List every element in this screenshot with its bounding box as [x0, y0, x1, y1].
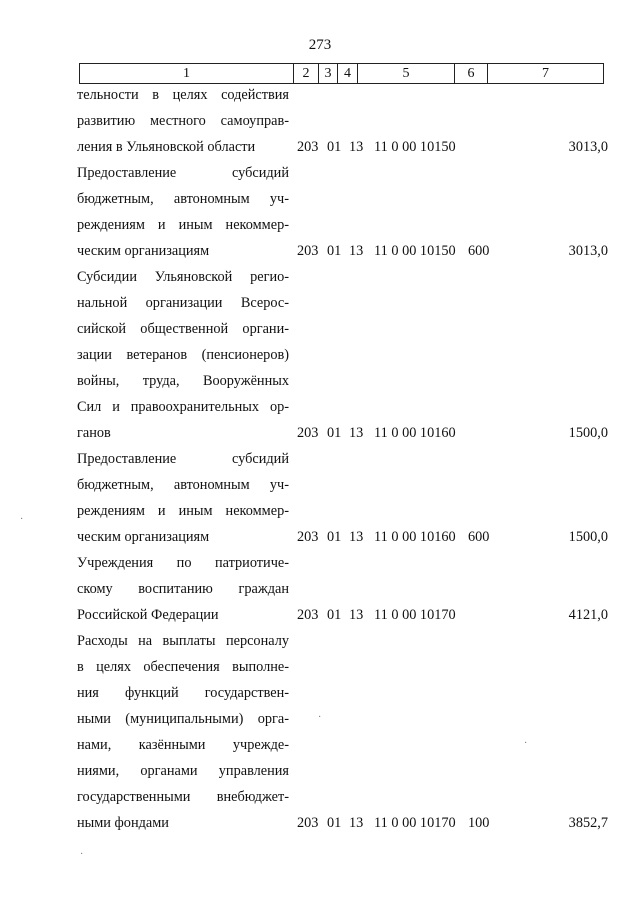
description-line: развитию местного самоуправ-	[77, 113, 289, 129]
rz-code: 01	[327, 425, 342, 441]
row-4-description	[77, 550, 289, 628]
description-line: Субсидии Ульяновской регио-	[77, 269, 289, 285]
gr-code: 203	[297, 529, 319, 545]
pr-code: 13	[349, 243, 364, 259]
gr-code: 203	[297, 607, 319, 623]
vr-code: 600	[468, 529, 490, 545]
scan-speck: ·	[524, 738, 528, 749]
description-line: Российской Федерации	[77, 607, 219, 623]
description-line: тельности в целях содействия	[77, 87, 289, 103]
csr-code: 11 0 00 10170	[374, 815, 456, 831]
column-header-table	[79, 63, 604, 84]
row-0-amount: 3013,0	[568, 139, 608, 155]
vr-code: 600	[468, 243, 490, 259]
csr-code: 11 0 00 10160	[374, 425, 456, 441]
description-line: ными фондами	[77, 815, 169, 831]
row-5-amount: 3852,7	[568, 815, 608, 831]
row-2-amount: 1500,0	[568, 425, 608, 441]
description-line: ганов	[77, 425, 111, 441]
description-line: бюджетным, автономным уч-	[77, 191, 289, 207]
row-4-amount: 4121,0	[568, 607, 608, 623]
description-line: бюджетным, автономным уч-	[77, 477, 289, 493]
row-3-amount: 1500,0	[568, 529, 608, 545]
column-header-row	[80, 64, 604, 84]
column-header-7: 7	[488, 64, 604, 84]
csr-code: 11 0 00 10150	[374, 139, 456, 155]
description-line: Предоставление субсидий	[77, 165, 289, 181]
description-line: реждениям и иным некоммер-	[77, 503, 289, 519]
pr-code: 13	[349, 607, 364, 623]
description-line: сийской общественной органи-	[77, 321, 289, 337]
description-line: нами, казёнными учрежде-	[77, 737, 289, 753]
description-line: скому воспитанию граждан	[77, 581, 289, 597]
description-line: нальной организации Всерос-	[77, 295, 289, 311]
description-line: ления в Ульяновской области	[77, 139, 256, 155]
gr-code: 203	[297, 815, 319, 831]
description-line: ния функций государствен-	[77, 685, 289, 701]
pr-code: 13	[349, 529, 364, 545]
description-line: Расходы на выплаты персоналу	[77, 633, 289, 649]
rz-code: 01	[327, 529, 342, 545]
row-1-amount: 3013,0	[568, 243, 608, 259]
description-line: войны, труда, Вооружённых	[77, 373, 289, 389]
csr-code: 11 0 00 10160	[374, 529, 456, 545]
pr-code: 13	[349, 139, 364, 155]
row-0-description	[77, 82, 289, 160]
description-line: ческим организациям	[77, 243, 210, 259]
gr-code: 203	[297, 425, 319, 441]
scan-speck: ·	[20, 514, 24, 525]
column-header-6: 6	[455, 64, 488, 84]
row-3-description	[77, 446, 289, 550]
scan-speck: ·	[80, 849, 84, 860]
rz-code: 01	[327, 139, 342, 155]
pr-code: 13	[349, 425, 364, 441]
row-2-description	[77, 264, 289, 446]
row-1-description	[77, 160, 289, 264]
row-5-description	[77, 628, 289, 836]
gr-code: 203	[297, 243, 319, 259]
rz-code: 01	[327, 607, 342, 623]
description-line: Учреждения по патриотиче-	[77, 555, 289, 571]
rz-code: 01	[327, 815, 342, 831]
description-line: государственными внебюджет-	[77, 789, 289, 805]
gr-code: 203	[297, 139, 319, 155]
description-line: в целях обеспечения выполне-	[77, 659, 289, 675]
column-header-5: 5	[358, 64, 455, 84]
scan-speck: ·	[318, 712, 322, 723]
csr-code: 11 0 00 10150	[374, 243, 456, 259]
column-header-3: 3	[319, 64, 338, 84]
pr-code: 13	[349, 815, 364, 831]
description-line: ческим организациям	[77, 529, 210, 545]
column-header-4: 4	[338, 64, 358, 84]
page-number: 273	[308, 37, 332, 53]
description-line: зации ветеранов (пенсионеров)	[77, 347, 289, 363]
description-line: Сил и правоохранительных ор-	[77, 399, 289, 415]
csr-code: 11 0 00 10170	[374, 607, 456, 623]
column-header-1: 1	[80, 64, 294, 84]
description-line: ниями, органами управления	[77, 763, 289, 779]
vr-code: 100	[468, 815, 490, 831]
column-header-2: 2	[294, 64, 319, 84]
description-line: Предоставление субсидий	[77, 451, 289, 467]
description-line: реждениям и иным некоммер-	[77, 217, 289, 233]
description-line: ными (муниципальными) орга-	[77, 711, 289, 727]
rz-code: 01	[327, 243, 342, 259]
